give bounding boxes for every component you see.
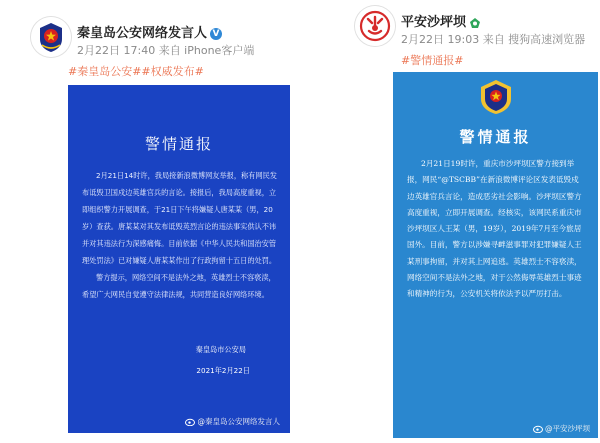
left-card-body: [82, 167, 278, 303]
right-author-label: 平安沙坪坝: [401, 15, 467, 30]
verified-badge-icon: V: [210, 28, 222, 40]
left-card-paragraph: 警方提示，网络空间不是法外之地，英雄烈士不容亵渎，希望广大网民自觉遵守法律法规，共同营造良好网络环境。: [82, 273, 276, 299]
right-post-tags[interactable]: #警情通报#: [401, 54, 464, 67]
left-card-title: 警情通报: [144, 135, 213, 153]
right-card-watermark: [533, 423, 590, 434]
left-author-label: 秦皇岛公安网络发言人: [77, 26, 208, 41]
right-notice-card[interactable]: [393, 72, 598, 438]
weibo-watermark-icon: [185, 418, 195, 426]
left-author-name[interactable]: [77, 22, 222, 41]
red-seal-icon: [355, 6, 395, 46]
right-card-body: [407, 156, 586, 303]
left-card-watermark: [185, 416, 280, 427]
right-watermark-label: @平安沙坪坝: [545, 424, 590, 433]
left-post-meta: 2月22日 17:40 来自 iPhone客户端: [77, 44, 255, 57]
left-card-org: 秦皇岛市公安局: [195, 345, 246, 354]
police-emblem-avatar[interactable]: [31, 17, 71, 57]
right-card-title: 警情通报: [459, 128, 532, 146]
police-emblem-icon: [477, 78, 515, 116]
green-badge-icon: [469, 17, 481, 29]
right-author-name[interactable]: [401, 11, 481, 30]
left-card-paragraph: 2月21日14时许，我局接新浪微博网友举报，称有网民发布诋毁卫国戍边英雄官兵的言论。接报后，我局高度重视，立即组织警力开展调查，于21日下午将嫌疑人唐某某（男，20岁）查获。唐某某对其发布诋毁英烈言论的违法事实供认不讳并对其违法行为深感痛悔。目前依据《中华人民共和国治安管理处罚法》已对嫌疑人唐某某作出了行政拘留十五日的处罚。: [82, 171, 277, 265]
weibo-watermark-icon: [533, 425, 543, 433]
left-post-tags[interactable]: #秦皇岛公安##权威发布#: [68, 65, 204, 78]
left-notice-card[interactable]: [68, 85, 290, 433]
red-seal-avatar[interactable]: [355, 6, 395, 46]
right-post-meta: 2月22日 19:03 来自 搜狗高速浏览器: [401, 33, 586, 46]
left-watermark-label: @秦皇岛公安网络发言人: [197, 417, 280, 426]
police-emblem-icon: [31, 17, 71, 57]
left-card-date: 2021年2月22日: [196, 366, 250, 375]
right-card-paragraph: 2月21日19时许，重庆市沙坪坝区警方接到举报，网民“@TSCBB”在新浪微博评论区发表诋毁戍边英雄官兵言论，造成恶劣社会影响。沙坪坝区警方高度重视，立即开展调查。经核实，该网民系重庆市沙坪坝区人王某（男，19岁），2019年7月至今旅居国外。目前，警方以涉嫌寻衅滋事罪对犯罪嫌疑人王某刑事拘留，并对其上网追逃。英雄烈士不容亵渎，网络空间不是法外之地，对于公然侮辱英雄烈士事迹和精神的行为，公安机关将依法予以严厉打击。: [407, 159, 582, 299]
